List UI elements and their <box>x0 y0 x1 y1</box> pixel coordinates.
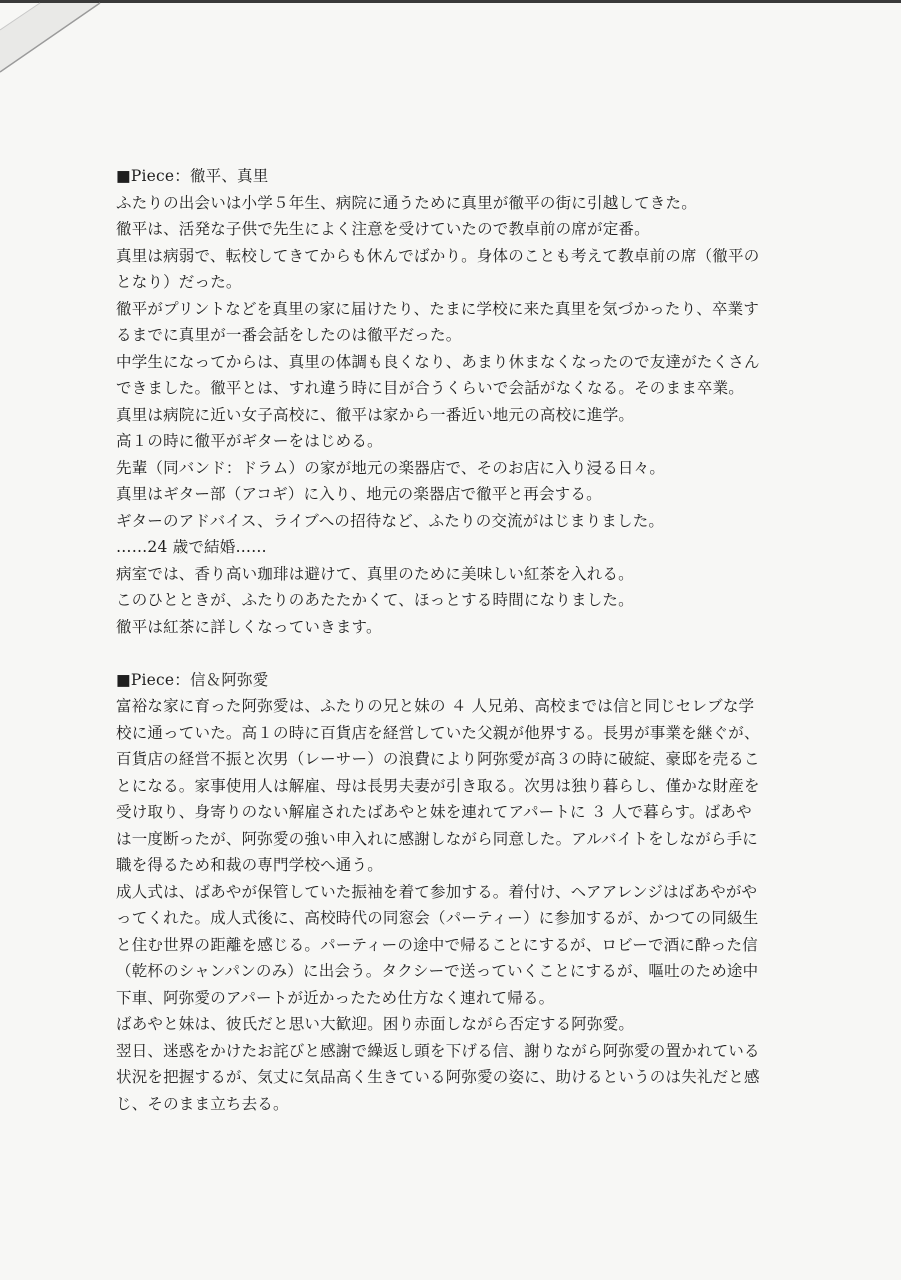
page-top-edge <box>0 0 901 3</box>
section-shin-amia <box>116 667 776 1118</box>
text-line: 翌日、迷惑をかけたお詫びと感謝で繰返し頭を下げる信、謝りながら阿弥愛の置かれている <box>116 1041 760 1060</box>
text-line: 職を得るため和裁の専門学校へ通う。 <box>116 856 383 874</box>
text-line: 真里は病院に近い女子高校に、徹平は家から一番近い地元の高校に進学。 <box>116 405 635 424</box>
text-line: るまでに真里が一番会話をしたのは徹平だった。 <box>116 326 462 344</box>
text-line: ふたりの出会いは小学５年生、病院に通うために真里が徹平の街に引越してきた。 <box>116 193 697 212</box>
text-line: 徹平は紅茶に詳しくなっていきます。 <box>116 617 382 636</box>
text-line: 中学生になってからは、真里の体調も良くなり、あまり休まなくなったので友達がたくさん <box>116 352 760 371</box>
text-line: ギターのアドバイス、ライブへの招待など、ふたりの交流がはじまりました。 <box>116 511 665 530</box>
page-corner-fold <box>0 0 110 80</box>
text-line: 先輩（同バンド：ドラム）の家が地元の楽器店で、そのお店に入り浸る日々。 <box>116 458 666 477</box>
text-line: 徹平がプリントなどを真里の家に届けたり、たまに学校に来た真里を気づかったり、卒業す <box>116 299 760 318</box>
text-line: 百貨店の経営不振と次男（レーサー）の浪費により阿弥愛が高３の時に破綻、豪邸を売るこ <box>116 750 760 768</box>
text-line: 成人式は、ばあやが保管していた振袖を着て参加する。着付け、ヘアアレンジはばあやがや <box>116 882 758 901</box>
text-line: 下車、阿弥愛のアパートが近かったため仕方なく連れて帰る。 <box>116 988 555 1007</box>
text-line: 真里はギター部（アコギ）に入り、地元の楽器店で徹平と再会する。 <box>116 485 602 503</box>
section-heading: ■Piece：徹平、真里 <box>116 167 269 185</box>
text-line: 校に通っていた。高１の時に百貨店を経営していた父親が他界する。長男が事業を継ぐが、 <box>116 723 760 742</box>
text-line: 真里は病弱で、転校してきてからも休んでばかり。身体のことも考えて教卓前の席（徹平の <box>116 246 760 265</box>
text-line: このひとときが、ふたりのあたたかくて、ほっとする時間になりました。 <box>116 591 634 609</box>
document-body <box>116 163 776 1117</box>
text-line: と住む世界の距離を感じる。パーティーの途中で帰ることにするが、ロビーで酒に酔った信 <box>116 935 758 954</box>
text-line: 高１の時に徹平がギターをはじめる。 <box>116 432 383 450</box>
text-line: ってくれた。成人式後に、高校時代の同窓会（パーティー）に参加するが、かつての同級生 <box>116 909 759 927</box>
text-line: 状況を把握するが、気丈に気品高く生きている阿弥愛の姿に、助けるというのは失礼だと感 <box>116 1068 760 1086</box>
text-line: （乾杯のシャンパンのみ）に出会う。タクシーで送っていくことにするが、嘔吐のため途中 <box>116 962 759 980</box>
section-teppei-mari <box>116 163 776 640</box>
text-line: ……24 歳で結婚…… <box>116 538 267 556</box>
section-heading: ■Piece：信＆阿弥愛 <box>116 670 269 689</box>
text-line: 受け取り、身寄りのない解雇されたばあやと妹を連れてアパートに ３ 人で暮らす。ばあや <box>116 803 752 821</box>
text-line: じ、そのまま立ち去る。 <box>116 1094 289 1113</box>
text-line: 病室では、香り高い珈琲は避けて、真里のために美味しい紅茶を入れる。 <box>116 564 634 583</box>
text-line: できました。徹平とは、すれ違う時に目が合うくらいで会話がなくなる。そのまま卒業。 <box>116 379 745 397</box>
text-line: は一度断ったが、阿弥愛の強い申入れに感謝しながら同意した。アルバイトをしながら手に <box>116 829 758 848</box>
text-line: とになる。家事使用人は解雇、母は長男夫妻が引き取る。次男は独り暮らし、僅かな財産を <box>116 776 760 795</box>
text-line: 徹平は、活発な子供で先生によく注意を受けていたので教卓前の席が定番。 <box>116 220 650 238</box>
text-line: 富裕な家に育った阿弥愛は、ふたりの兄と妹の ４ 人兄弟、高校までは信と同じセレブな学 <box>116 697 755 715</box>
text-line: ばあやと妹は、彼氏だと思い大歓迎。困り赤面しながら否定する阿弥愛。 <box>116 1015 635 1033</box>
text-line: となり）だった。 <box>116 273 242 291</box>
